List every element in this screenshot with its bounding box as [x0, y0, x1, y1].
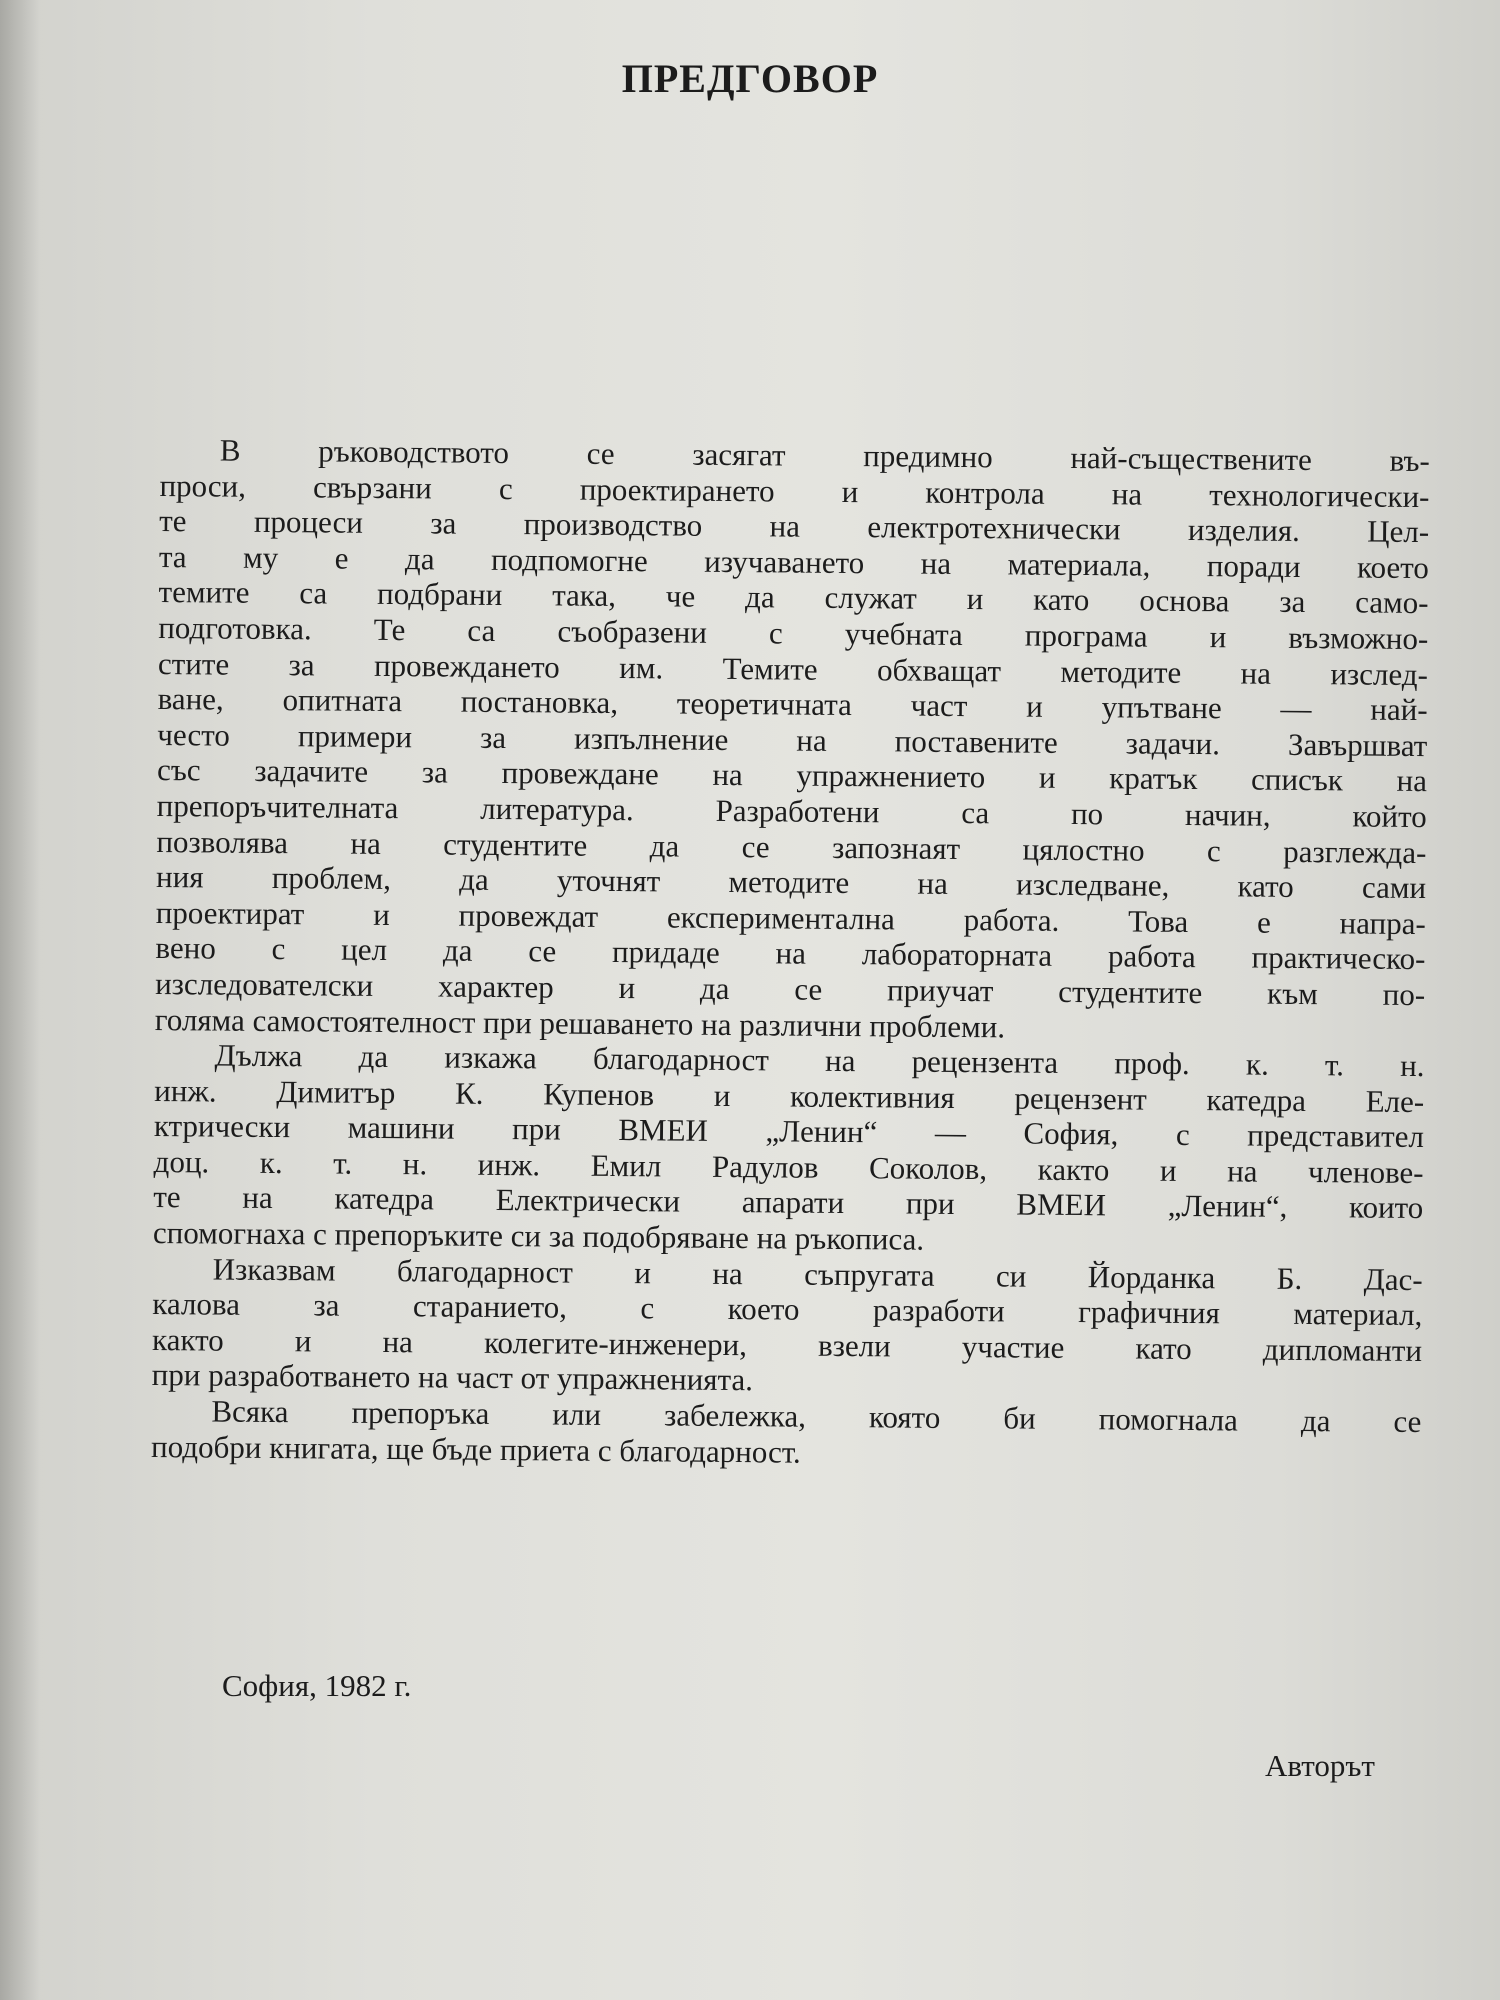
text-line: със задачите за провеждане на упражнението и кратък списък на — [156, 752, 1428, 799]
text-line: доц. к. т. н. инж. Емил Радулов Соколов, както и на членове- — [153, 1143, 1424, 1190]
text-line: позволява на студентите да се запознаят цялостно с разглежда- — [156, 823, 1427, 870]
text-line: калова за старанието, с което разработи графичния материал, — [152, 1286, 1423, 1333]
text-line: често примери за изпълнение на поставените задачи. Завършват — [157, 716, 1428, 763]
text-line: както и на колегите-инженери, взели участие като дипломанти — [151, 1321, 1423, 1368]
text-line: те процеси за производство на електротехнически изделия. Цел- — [159, 503, 1430, 550]
text-line: инж. Димитър К. Купенов и колективния рецензент катедра Еле- — [154, 1072, 1425, 1119]
text-line: ктрически машини при ВМЕИ „Ленин“ — София, с представител — [153, 1108, 1425, 1155]
text-line: вено с цел да се придаде на лабораторната работа практическо- — [155, 930, 1426, 977]
text-line: подготовка. Те са съобразени с учебната програма и възможно- — [158, 609, 1429, 657]
text-line: препоръчителната литература. Разработени са по начин, който — [156, 787, 1427, 835]
text-line: ване, опитната постановка, теоретичната част и упътване — най- — [157, 681, 1428, 728]
text-line: проси, свързани с проектирането и контрола на технологически- — [159, 467, 1430, 514]
text-line: ния проблем, да уточнят методите на изследване, като сами — [155, 859, 1427, 906]
text-line: при разработването на част от упражненията. — [151, 1357, 754, 1398]
text-line: Дължа да изкажа благодарност на рецензента проф. к. т. н. — [214, 1037, 1425, 1084]
text-line: Изказвам благодарност и на съпругата си Йорданка Б. Дас- — [212, 1251, 1423, 1297]
text-line: проектират и провеждат експериментална работа. Това е напра- — [155, 894, 1426, 941]
spine-shadow — [0, 0, 40, 2000]
text-line: те на катедра Електрически апарати при ВМЕИ „Ленин“, които — [153, 1179, 1424, 1226]
text-line: спомогнаха с препоръките си за подобряване на ръкописа. — [152, 1215, 925, 1257]
text-line: подобри книгата, ще бъде приета с благодарност. — [150, 1428, 801, 1470]
text-line: Всяка препоръка или забележка, която би помогнала да се — [211, 1393, 1422, 1440]
place-date: София, 1982 г. — [222, 1668, 412, 1703]
text-line: изследователски характер и да се приучат студентите към по- — [155, 965, 1426, 1012]
author-signature: Авторът — [1265, 1748, 1375, 1783]
text-line: стите за провеждането им. Темите обхващат методите на изслед- — [157, 645, 1429, 692]
preface-text — [151, 432, 1430, 1475]
text-line: голяма самостоятелност при решаването на различни проблеми. — [154, 1001, 1006, 1044]
text-line: та му е да подпомогне изучаването на материала, поради което — [158, 538, 1430, 585]
text-line: темите са подбрани така, че да служат и като основа за само- — [158, 574, 1429, 621]
text-line: В ръководството се засягат предимно най-съществените въ- — [219, 432, 1430, 479]
page-title: ПРЕДГОВОР — [621, 56, 879, 101]
